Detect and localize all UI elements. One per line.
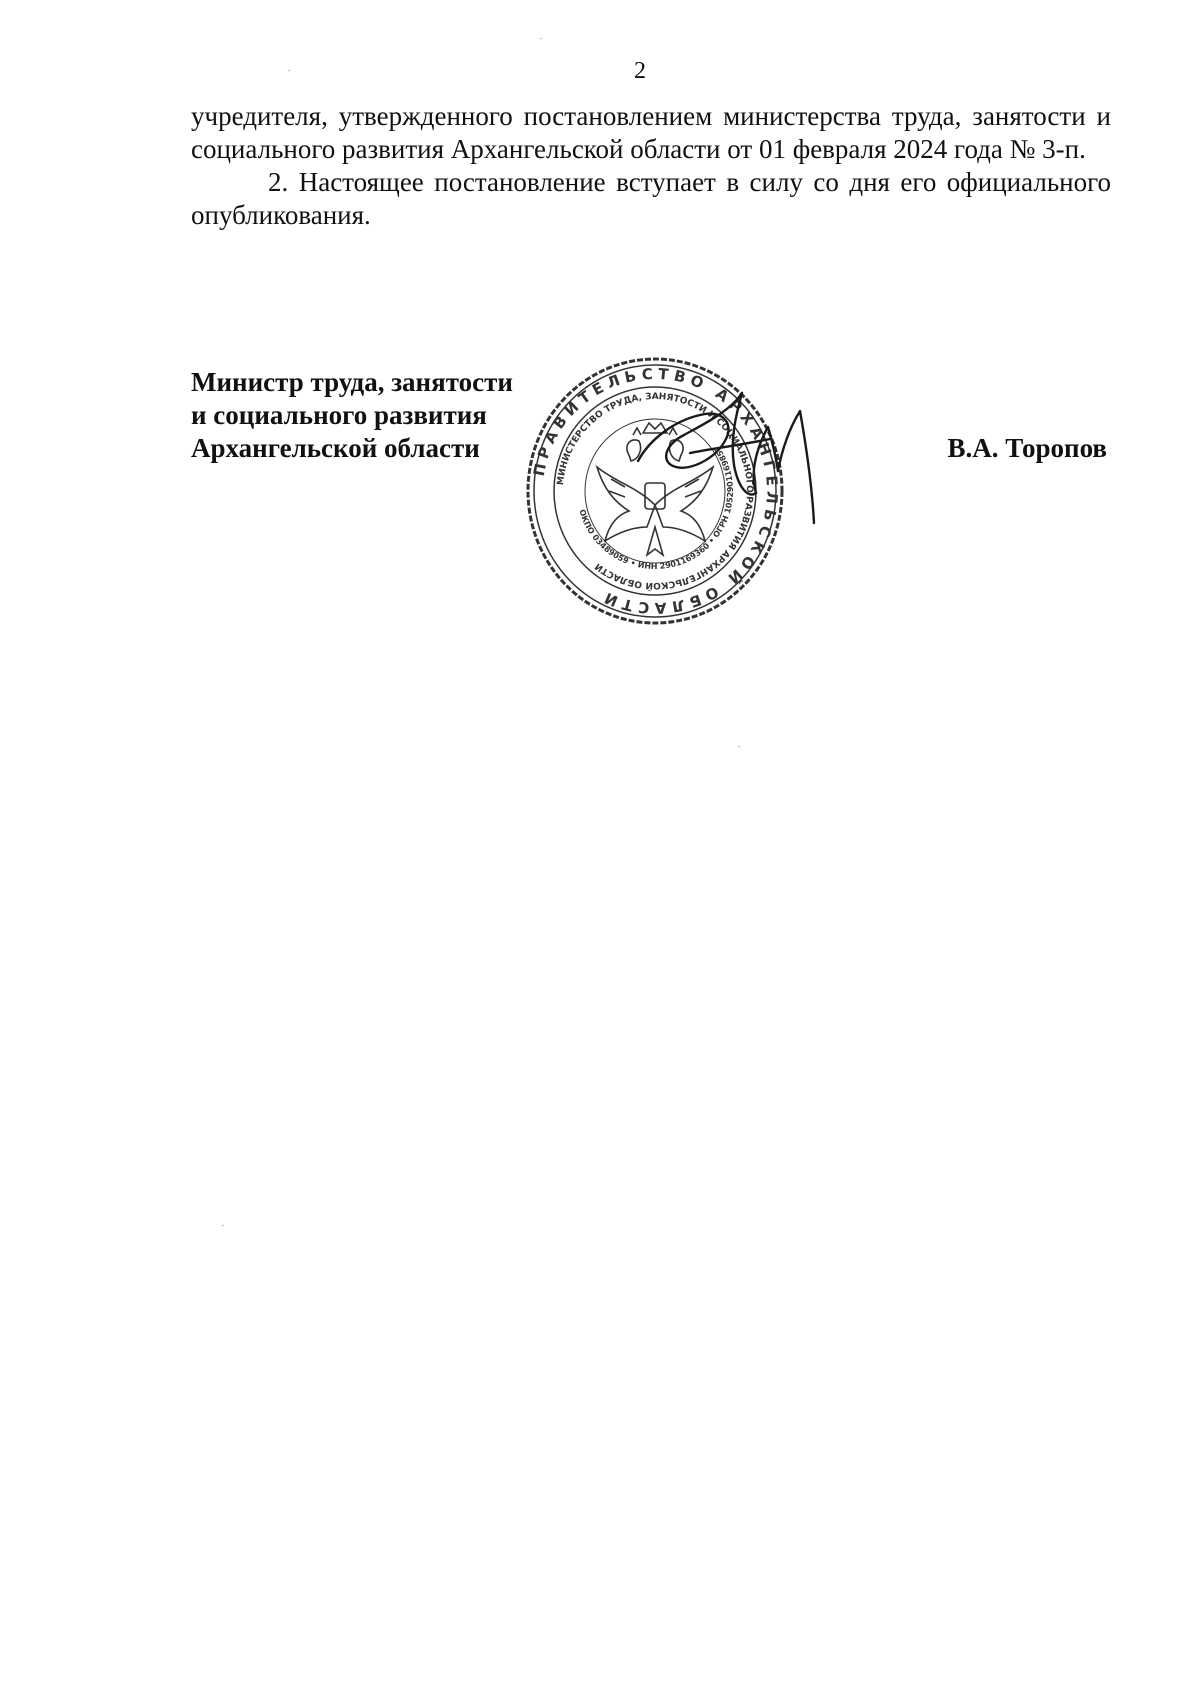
stamp-inner-text: МИНИСТЕРСТВО ТРУДА, ЗАНЯТОСТИ И СОЦИАЛЬНОГО РАЗВИТИЯ АРХАНГЕЛЬСКОЙ ОБЛАСТИ bbox=[556, 391, 755, 591]
scan-speck bbox=[738, 746, 740, 747]
page-number: 2 bbox=[634, 58, 646, 84]
signatory-position bbox=[191, 366, 513, 465]
scan-speck bbox=[222, 1225, 224, 1226]
stamp-codes-text: ОКПО 03489059 • ИНН 2901169360 • ОГРН 1052901169857 bbox=[577, 443, 736, 572]
signatory-name: В.А. Торопов bbox=[947, 433, 1107, 463]
handwritten-signature bbox=[630, 375, 830, 565]
paragraph-continuation: учредителя, утвержденного постановлением министерства труда, занятости и социального развития Архангельской области от 01 февраля 2024 года № 3-п. bbox=[191, 101, 1111, 164]
paragraph-effective-date: 2. Настоящее постановление вступает в силу со дня его официального опубликования. bbox=[191, 167, 1111, 230]
scan-speck bbox=[288, 70, 290, 71]
signatory-position-line: Архангельской области bbox=[191, 433, 480, 463]
signatory-position-line: и социального развития bbox=[191, 400, 487, 430]
scan-speck bbox=[540, 38, 542, 39]
document-body bbox=[191, 100, 1111, 232]
stamp-outer-text: ПРАВИТЕЛЬСТВО АРХАНГЕЛЬСКОЙ ОБЛАСТИ bbox=[529, 364, 782, 618]
signatory-position-line: Министр труда, занятости bbox=[191, 367, 513, 397]
